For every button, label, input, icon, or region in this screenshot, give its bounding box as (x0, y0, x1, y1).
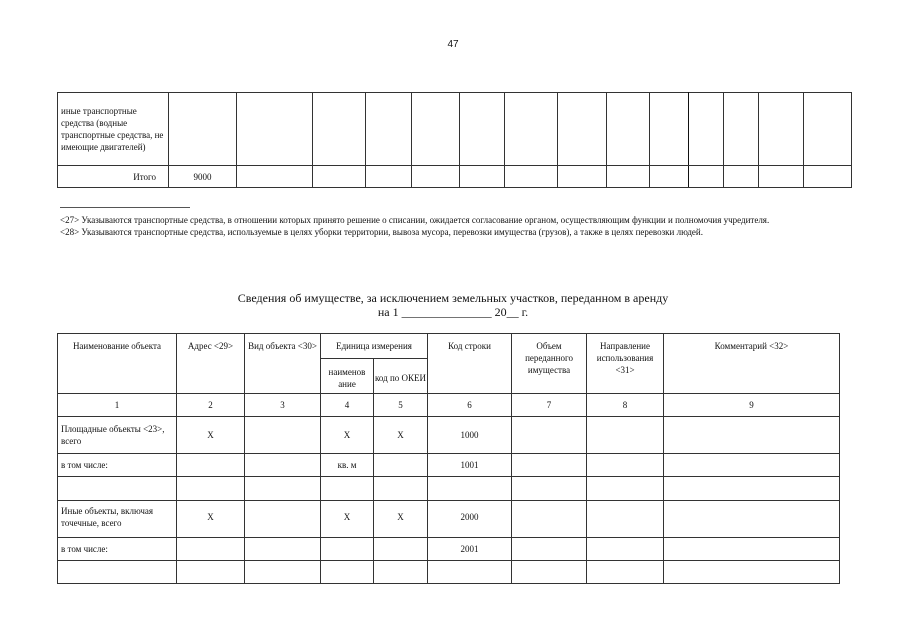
leased-property-table (57, 333, 840, 584)
table-row (58, 166, 852, 188)
col-number: 6 (428, 394, 512, 417)
row-name: Площадные объекты <23>, всего (58, 417, 177, 454)
col-number: 7 (512, 394, 587, 417)
row-okei: X (374, 501, 428, 538)
footnote-separator (60, 207, 190, 208)
footnote-27: <27> Указываются транспортные средства, в отношении которых принято решение о списании, ожидается согласование органом, осуществляющим функции и полномочия учредителя. (60, 215, 770, 225)
table-row (58, 417, 840, 454)
row-code: 2001 (428, 538, 512, 561)
header-unit: Единица измерения (321, 334, 428, 359)
row-code: 1000 (428, 417, 512, 454)
column-number-row (58, 394, 840, 417)
page-number: 47 (447, 39, 459, 50)
header-volume: Объем переданного имущества (512, 334, 587, 394)
row-okei: X (374, 417, 428, 454)
footnote-28: <28> Указываются транспортные средства, используемые в целях уборки территории, вывоза мусора, перевозки имущества (грузов), а также в целях перевозки людей. (60, 227, 703, 237)
section-date-line: на 1 _______________ 20__ г. (377, 305, 529, 319)
row-name: в том числе: (58, 454, 177, 477)
row-unit-name: X (321, 417, 374, 454)
header-row-code: Код строки (428, 334, 512, 394)
col-number: 2 (177, 394, 245, 417)
header-address: Адрес <29> (177, 334, 245, 394)
col-number: 3 (245, 394, 321, 417)
header-unit-name: наименов ание (321, 359, 374, 394)
header-name: Наименование объекта (58, 334, 177, 394)
row-address: X (177, 501, 245, 538)
header-type: Вид объекта <30> (245, 334, 321, 394)
table-row (58, 538, 840, 561)
row-label-other-transport: иные транспортные средства (водные транспортные средства, не имеющие двигателей) (58, 93, 169, 166)
col-number: 8 (587, 394, 664, 417)
transport-table-continuation (57, 92, 852, 188)
table-row (58, 454, 840, 477)
header-direction: Направление использования <31> (587, 334, 664, 394)
col-number: 9 (664, 394, 840, 417)
header-comment: Комментарий <32> (664, 334, 840, 394)
col-number: 1 (58, 394, 177, 417)
row-address: X (177, 417, 245, 454)
col-number: 5 (374, 394, 428, 417)
footnotes (60, 214, 846, 238)
section-title: Сведения об имуществе, за исключением земельных участков, переданном в аренду (237, 291, 669, 305)
table-row (58, 501, 840, 538)
header-unit-okei: код по ОКЕИ (374, 359, 428, 394)
row-unit-name: X (321, 501, 374, 538)
row-code: 2000 (428, 501, 512, 538)
header-row (58, 334, 840, 359)
row-name: в том числе: (58, 538, 177, 561)
total-label: Итого (58, 166, 169, 188)
row-name: Иные объекты, включая точечные, всего (58, 501, 177, 538)
row-unit-name: кв. м (321, 454, 374, 477)
table-row (58, 561, 840, 584)
total-code: 9000 (169, 166, 237, 188)
table-row (58, 93, 852, 166)
row-code: 1001 (428, 454, 512, 477)
col-number: 4 (321, 394, 374, 417)
table-row (58, 477, 840, 501)
